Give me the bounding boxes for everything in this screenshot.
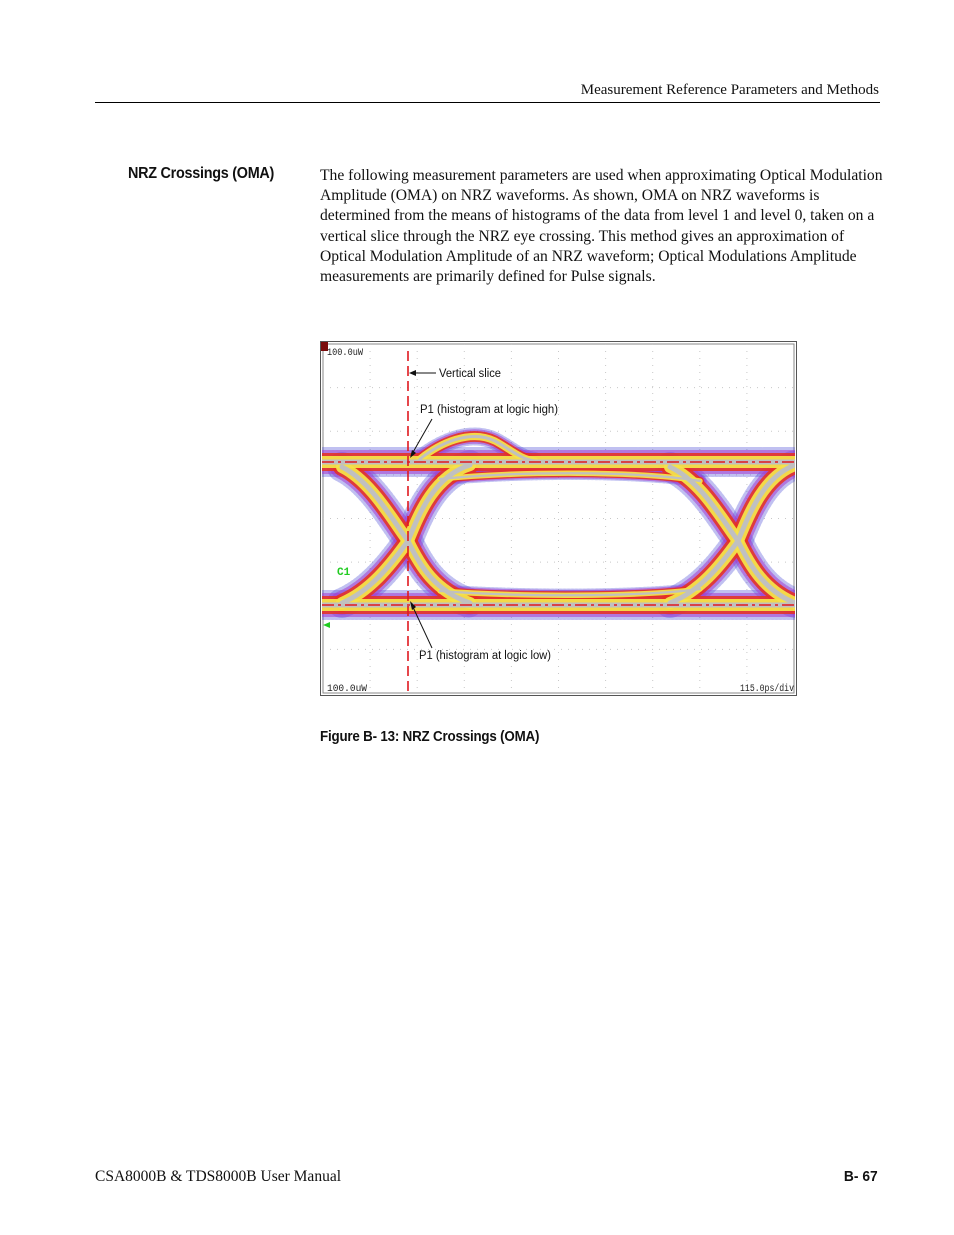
- eye-diagram-figure: [320, 341, 797, 696]
- running-header: Measurement Reference Parameters and Methods: [580, 82, 879, 98]
- section-heading: NRZ Crossings (OMA): [128, 165, 275, 182]
- eye-diagram: [320, 341, 797, 696]
- top-left-readout: 100.0uW: [327, 347, 364, 359]
- p1-low-label: P1 (histogram at logic low): [419, 650, 552, 662]
- vertical-slice-label: Vertical slice: [439, 368, 501, 380]
- footer-manual-title: CSA8000B & TDS8000B User Manual: [95, 1168, 342, 1185]
- page-number: B- 67: [844, 1168, 878, 1185]
- figure-caption: Figure B- 13: NRZ Crossings (OMA): [320, 729, 540, 745]
- channel-label: C1: [337, 567, 351, 579]
- bottom-right-readout: 115.0ps/div: [740, 683, 794, 695]
- bottom-left-readout: 100.0uW: [327, 683, 368, 695]
- section-body: The following measurement parameters are used when approximating Optical Modulation Amplitude (OMA) on NRZ waveforms. As shown, OMA on NRZ waveforms is determined from the means of histograms of the data from level 1 and level 0, taken on a vertical slice through the NRZ eye crossing. This method gives an approximation of Optical Modulation Amplitude of an NRZ waveform; Optical Modulations Amplitude measurements are primarily defined for Pulse signals.: [320, 167, 883, 286]
- header-rule: [95, 102, 880, 103]
- p1-high-label: P1 (histogram at logic high): [420, 404, 559, 416]
